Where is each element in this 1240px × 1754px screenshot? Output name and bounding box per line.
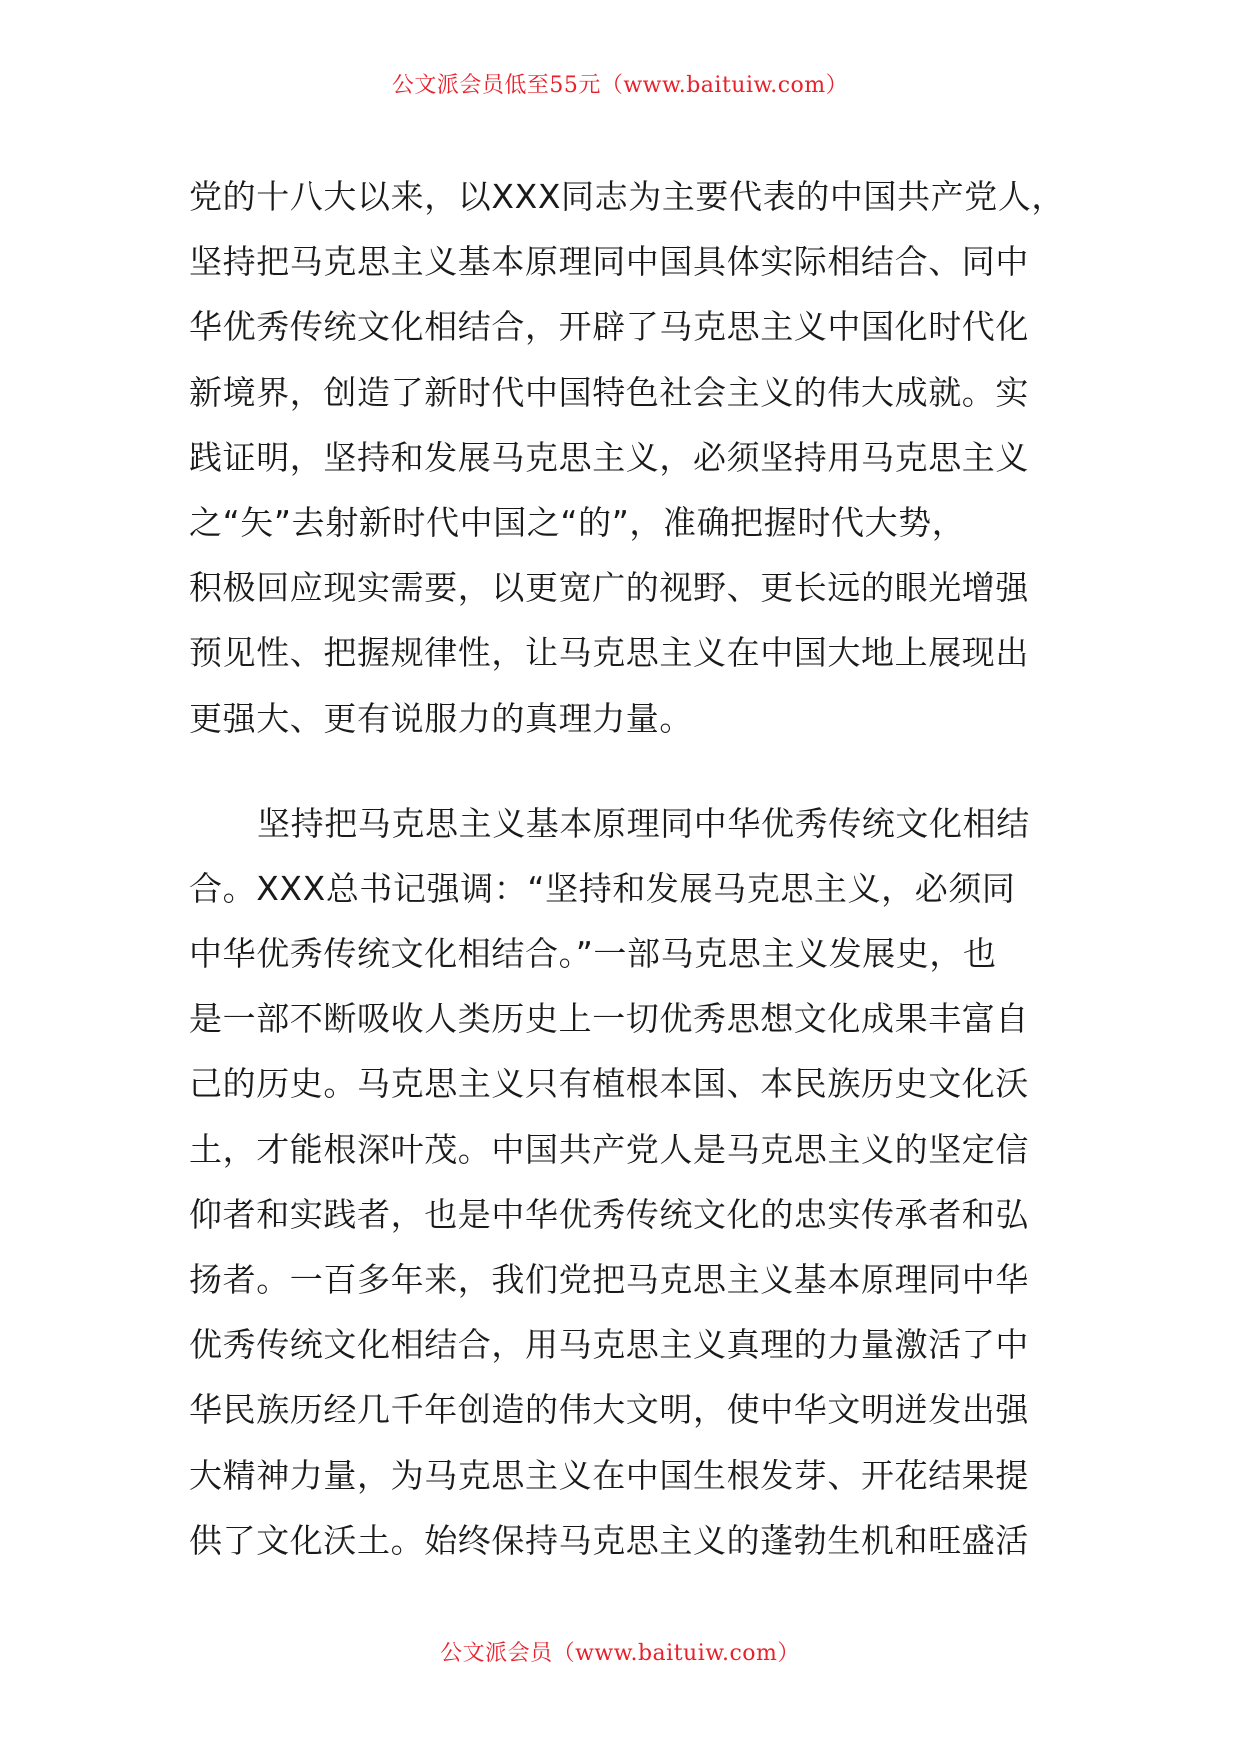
paragraph-1 <box>189 172 1069 759</box>
footer-promo-banner: 公文派会员（www.baituiw.com） <box>440 1641 800 1666</box>
text-line: 之“矢”去射新时代中国之“的”，准确把握时代大势， <box>189 502 966 542</box>
text-line: 是一部不断吸收人类历史上一切优秀思想文化成果丰富自 <box>189 999 1029 1039</box>
text-line: 合。XXX总书记强调：“坚持和发展马克思主义，必须同 <box>189 868 1016 908</box>
text-line: 践证明，坚持和发展马克思主义，必须坚持用马克思主义 <box>189 437 1029 477</box>
text-line: 华民族历经几千年创造的伟大文明，使中华文明迸发出强 <box>189 1390 1029 1430</box>
text-line: 大精神力量，为马克思主义在中国生根发芽、开花结果提 <box>189 1455 1029 1495</box>
text-line: 新境界，创造了新时代中国特色社会主义的伟大成就。实 <box>189 372 1029 412</box>
text-line: 仰者和实践者，也是中华优秀传统文化的忠实传承者和弘 <box>189 1194 1029 1234</box>
text-line: 优秀传统文化相结合，用马克思主义真理的力量激活了中 <box>189 1325 1029 1365</box>
paragraph-spacer <box>189 759 1069 799</box>
text-line: 更强大、更有说服力的真理力量。 <box>189 698 693 738</box>
text-line: 积极回应现实需要，以更宽广的视野、更长远的眼光增强 <box>189 568 1029 608</box>
text-line: 扬者。一百多年来，我们党把马克思主义基本原理同中华 <box>189 1260 1029 1299</box>
document-body <box>189 172 1069 1581</box>
text-line: 坚持把马克思主义基本原理同中国具体实际相结合、同中 <box>189 242 1029 282</box>
text-line: 供了文化沃土。始终保持马克思主义的蓬勃生机和旺盛活 <box>189 1520 1029 1560</box>
text-line: 坚持把马克思主义基本原理同中华优秀传统文化相结 <box>257 803 1030 843</box>
text-line: 预见性、把握规律性，让马克思主义在中国大地上展现出 <box>189 633 1029 673</box>
text-line: 党的十八大以来，以XXX同志为主要代表的中国共产党人， <box>189 177 1066 216</box>
paragraph-2 <box>189 799 1069 1581</box>
text-line: 中华优秀传统文化相结合。”一部马克思主义发展史，也 <box>189 934 997 974</box>
text-line: 华优秀传统文化相结合，开辟了马克思主义中国化时代化 <box>189 307 1029 347</box>
header-promo-banner: 公文派会员低至55元（www.baituiw.com） <box>391 73 849 98</box>
text-line: 己的历史。马克思主义只有植根本国、本民族历史文化沃 <box>189 1064 1029 1104</box>
text-line: 土，才能根深叶茂。中国共产党人是马克思主义的坚定信 <box>189 1129 1029 1169</box>
